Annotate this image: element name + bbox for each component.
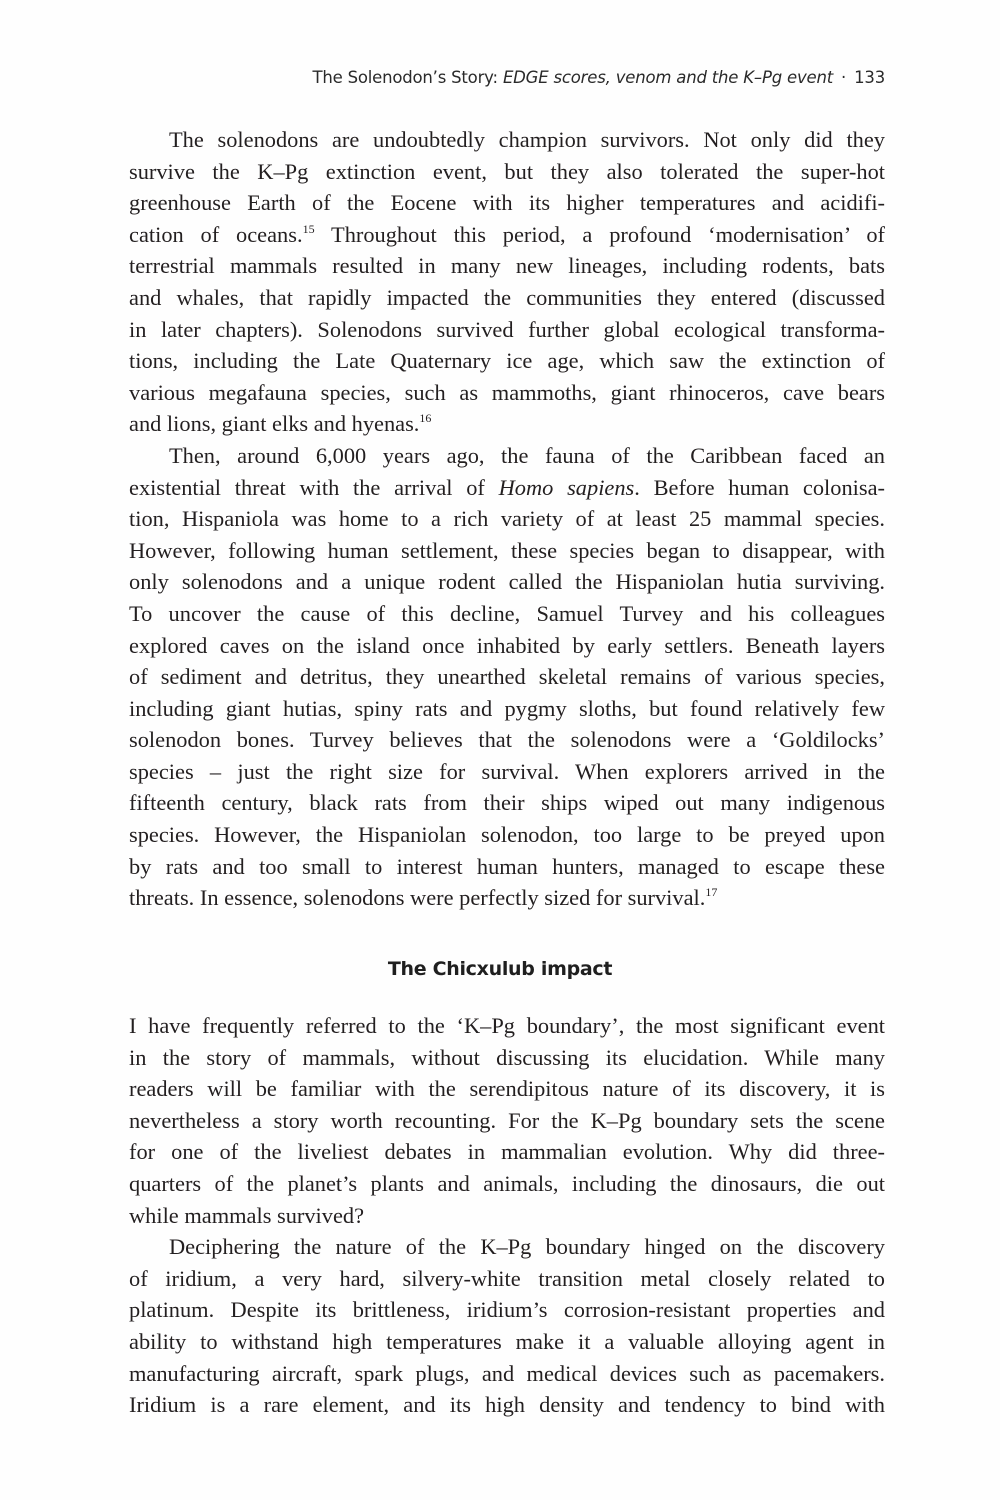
text-line [129,882,885,914]
running-head-title: The Solenodon’s Story: [312,68,503,87]
text-line: explored caves on the island once inhabited by early settlers. Beneath layers [129,632,885,658]
text-line: for one of the liveliest debates in mammalian evolution. Why did three- [129,1139,885,1165]
text-span: Throughout this period, a profound ‘modernisation’ of [314,221,885,247]
text-line: However, following human settlement, these species began to disappear, with [129,537,885,563]
text-line: nevertheless a story worth recounting. For the K–Pg boundary sets the scene [129,1107,885,1133]
text-line: readers will be familiar with the serendipitous nature of its discovery, it is [129,1076,885,1102]
text-line: terrestrial mammals resulted in many new lineages, including rodents, bats [129,253,885,279]
text-line: only solenodons and a unique rodent called the Hispaniolan hutia surviving. [129,569,885,595]
text-line: quarters of the planet’s plants and animals, including the dinosaurs, die out [129,1170,885,1196]
text-line: tion, Hispaniola was home to a rich variety of at least 25 mammal species. [129,506,885,532]
text-span: existential threat with the arrival of [129,474,499,500]
paragraph-1 [129,124,885,440]
text-line: Deciphering the nature of the K–Pg boundary hinged on the discovery [169,1234,885,1260]
text-line: fifteenth century, black rats from their ships wiped out many indigenous [129,790,885,816]
italic-species-name: Homo sapiens [498,474,635,500]
text-line: ability to withstand high temperatures make it a valuable alloying agent in [129,1328,885,1354]
text-span: cation of oceans. [129,221,303,247]
text-line: species – just the right size for survival. When explorers arrived in the [129,758,885,784]
text-line: of sediment and detritus, they unearthed skeletal remains of various species, [129,664,885,690]
text-line: various megafauna species, such as mammoths, giant rhinoceros, cave bears [129,379,885,405]
text-line: To uncover the cause of this decline, Samuel Turvey and his colleagues [129,600,885,626]
footnote-ref: 17 [705,885,718,900]
text-line [129,472,885,504]
page-number: 133 [854,68,885,87]
text-line: survive the K–Pg extinction event, but they also tolerated the super-hot [129,158,885,184]
text-line: manufacturing aircraft, spark plugs, and medical devices such as pacemakers. [129,1360,885,1386]
text-line: tions, including the Late Quaternary ice age, which saw the extinction of [129,348,885,374]
text-line [129,408,885,440]
text-line: of iridium, a very hard, silvery-white transition metal closely related to [129,1265,885,1291]
footnote-ref: 16 [419,411,432,426]
text-line: I have frequently referred to the ‘K–Pg boundary’, the most significant event [129,1013,885,1038]
section-1-body [129,124,885,914]
section-2-body [129,1010,885,1421]
text-line [129,219,885,251]
footnote-ref: 15 [302,221,315,236]
text-span: threats. In essence, solenodons were perfectly sized for survival. [129,885,706,911]
text-line: The solenodons are undoubtedly champion survivors. Not only did they [169,127,885,152]
paragraph-4 [129,1231,885,1421]
section-heading: The Chicxulub impact [387,958,613,980]
text-line: and whales, that rapidly impacted the communities they entered (discussed [129,284,885,310]
text-line: solenodon bones. Turvey believes that the solenodons were a ‘Goldilocks’ [129,727,885,753]
text-line: Iridium is a rare element, and its high density and tendency to bind with [129,1392,885,1418]
text-line: in later chapters). Solenodons survived further global ecological transforma- [129,316,885,342]
text-line: while mammals survived? [129,1202,365,1228]
text-line: greenhouse Earth of the Eocene with its higher temperatures and acidifi- [129,190,885,216]
text-line: including giant hutias, spiny rats and pygmy sloths, but found relatively few [129,695,885,721]
text-line: by rats and too small to interest human hunters, managed to escape these [129,853,885,879]
text-line: Then, around 6,000 years ago, the fauna of the Caribbean faced an [169,442,885,468]
running-head-separator: · [841,68,847,87]
text-line: platinum. Despite its brittleness, iridium’s corrosion-resistant properties and [129,1297,885,1323]
running-head-subtitle: EDGE scores, venom and the K–Pg event [502,68,834,87]
text-span: . Before human colonisa- [634,474,885,500]
text-span: and lions, giant elks and hyenas. [129,411,420,437]
paragraph-3 [129,1010,885,1231]
text-line: species. However, the Hispaniolan solenodon, too large to be preyed upon [129,822,885,848]
text-line: in the story of mammals, without discussing its elucidation. While many [129,1044,885,1070]
running-head [312,68,885,87]
paragraph-2 [129,440,885,914]
